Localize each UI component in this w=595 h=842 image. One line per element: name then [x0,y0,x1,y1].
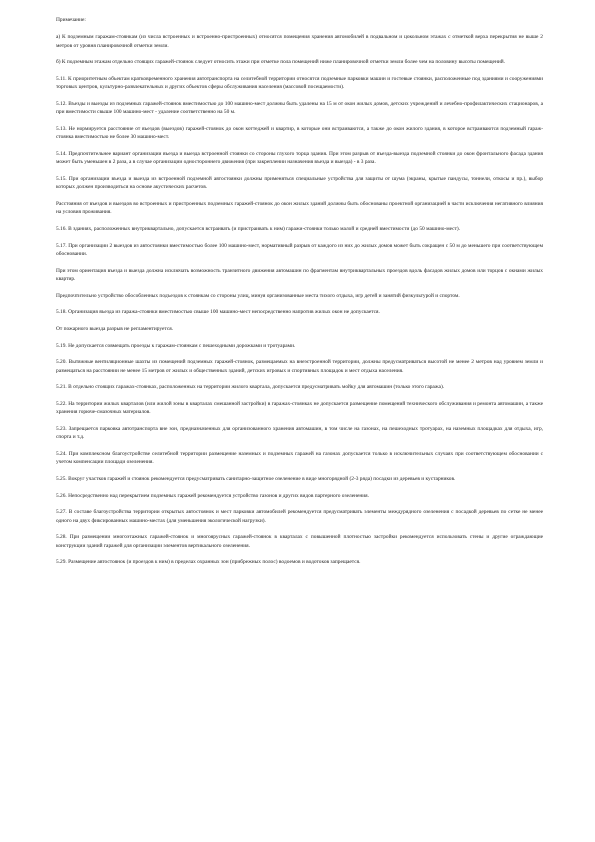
clause-5-11: 5.11. К приоритетным объектам кратковременного хранения автотранспорта на селитебной территории относятся подземные парковки машин и гостевые стоянки, расположенные под зданиями и сооружениями торговых центров, культурно-развлекательных и других объектов сферы обслуживания населения (массовой посещаемости). [56,75,543,91]
clause-5-23: 5.23. Запрещается парковка автотранспорта вне зон, предназначенных для организованного хранения автомашин, в том числе на газонах, на пешеходных тротуарах, на наземных площадках для отдыха, игр, спорта и т.д. [56,425,543,441]
clause-5-17: 5.17. При организации 2 выездов из автостоянки вместимостью более 100 машино-мест, нормативный разрыв от каждого из них до жилых домов может быть сокращен с 50 м до меньшего при соответствующем обосновании. [56,242,543,257]
clause-5-17-continued-1: При этом ориентация въезда и выезда должна исключать возможность транзитного движения автомашин по фрагментам внутриквартальных проездов вдоль фасадов жилых домов или торцов с окнами жилых квартир. [56,267,543,282]
clause-5-19: 5.19. Не допускается совмещать проезды к гаражам-стоянкам с пешеходными дорожками и тротуарами. [56,342,296,349]
clause-5-12: 5.12. Въезды и выезды из подземных гаражей-стоянок вместимостью до 100 машино-мест должны быть удалены на 15 м от окон жилых домов, детских учреждений и лечебно-профилактических стационаров, а при вместимости свыше 100 машино-мест - удаление соответственно на 50 м. [56,100,543,116]
clause-5-22: 5.22. На территории жилых кварталов (или жилой зоны в кварталах смешанной застройки) в гаражах-стоянках не допускается размещение помещений технического обслуживания и ремонта автомашин, а также хранения горюче-смазочных материалов. [56,400,543,416]
clause-5-15: 5.15. При организации въезда и выезда из встроенной подземной автостоянки должны применяться специальные устройства для защиты от шума (экраны, крытые пандусы, тоннели, откосы и пр.), выбор которых должен производиться на основе акустических расчетов. [56,175,543,191]
clause-5-20: 5.20. Вытяжные вентиляционные шахты из помещений подземных гаражей-стоянок, размещаемых на внеэстроенной территории, должны предусматриваться высотой не менее 2 метров над уровнем земли и размещаться на расстоянии не менее 15 метров от жилых и общественных зданий, детских игровых и спортивных площадок и мест отдыха населения. [56,359,543,374]
clause-5-17-continued-2: Предпочтительно устройство обособленных подъездов к стоянкам со стороны улиц, минуя организованные места тихого отдыха, игр детей и занятий физкультурой и спортом. [56,292,460,299]
note-heading: Примечание: [56,17,86,23]
clause-5-21: 5.21. В отдельно стоящих гаражах-стоянках, расположенных на территории жилого квартала, допускается предусматривать мойку для автомашин (только этого гаража). [56,384,445,391]
clause-5-25: 5.25. Вокруг участков гаражей и стоянок рекомендуется предусматривать санитарно-защитное озеленение в виде многорядной (2-3 ряда) посадки из деревьев и кустарников. [56,475,456,482]
clause-5-28: 5.28. При размещении многоэтажных гаражей-стоянок и многоярусных гаражей-стоянок в кварталах с повышенной плотностью застройки рекомендуется использовать стены и другие ограждающие конструкции зданий гаражей для организации элементов вертикального озеленения. [56,534,543,549]
clause-5-13: 5.13. Не нормируется расстояние от въездов (выездов) гаражей-стоянок до окон коттеджей и квартир, в которые они встраиваются, а также до окон жилого здания, в которое встраиваются подземный гараж-стоянка вместимостью не более 30 машино-мест. [56,125,543,141]
clause-5-27: 5.27. В составе благоустройства территории открытых автостоянок и мест парковки автомобилей рекомендуется предусматривать элементы междурядного озеленения с посадкой деревьев по сетке не менее одного на двух фиксированных машино-местах (для уменьшения экологической нагрузки). [56,509,543,524]
clause-5-18: 5.18. Организация въезда из гаража-стоянки вместимостью свыше 100 машино-мест непосредственно напротив жилых окон не допускается. [56,309,380,316]
clause-5-14: 5.14. Предпочтительнее вариант организации въезда и выезда встроенной стоянки со стороны глухого торца здания. При этом разрыв от въезда-выезда подземной стоянки до окон фронтального фасада здания может быть уменьшен в 2 раза, а в случае организации одностороннего движения (при закреплении назначения въезда и выезда) - в 3 раза. [56,150,543,166]
note-paragraph-b: б) К подземным этажам отдельно стоящих гаражей-стоянок следует относить этажи при отметке пола помещений ниже планировочной отметки земли более чем на половину высоты помещений. [56,59,505,66]
clause-5-26: 5.26. Непосредственно над перекрытием подземных гаражей рекомендуется устройство газонов и других видов партерного озеленения. [56,492,369,499]
clause-5-16: 5.16. В зданиях, расположенных внутриквартально, допускается встраивать (и пристраивать к ним) гаражи-стоянки только малой и средней вместимости (до 50 машино-мест). [56,225,461,232]
note-paragraph-a: а) К подземным гаражам-стоянкам (из числа встроенных и встроенно-пристроенных) относятся помещения хранения автомобилей в подвальном и цокольном этажах с отметкой верха перекрытия не выше 2 метров от уровня планировочной отметки земли. [56,34,543,49]
clause-5-15-continued: Расстояния от въездов и выездов во встроенных и пристроенных подземных гаражей-стоянок до окон жилых зданий должны быть обоснованы проектной организацией в части исключения негативного влияния на условия проживания. [56,200,543,216]
clause-5-18-continued: От пожарного выезда разрыв не регламентируется. [56,325,174,332]
clause-5-29: 5.29. Размещение автостоянок (и проездов к ним) в пределах охранных зон (прибрежных полос) водоемов и водотоков запрещается. [56,559,361,566]
clause-5-24: 5.24. При комплексном благоустройстве селитебной территории размещение наземных и подземных гаражей на газонах допускается только в исключительных случаях при соответствующем обосновании с учетом компенсации площади озеленения. [56,450,543,466]
